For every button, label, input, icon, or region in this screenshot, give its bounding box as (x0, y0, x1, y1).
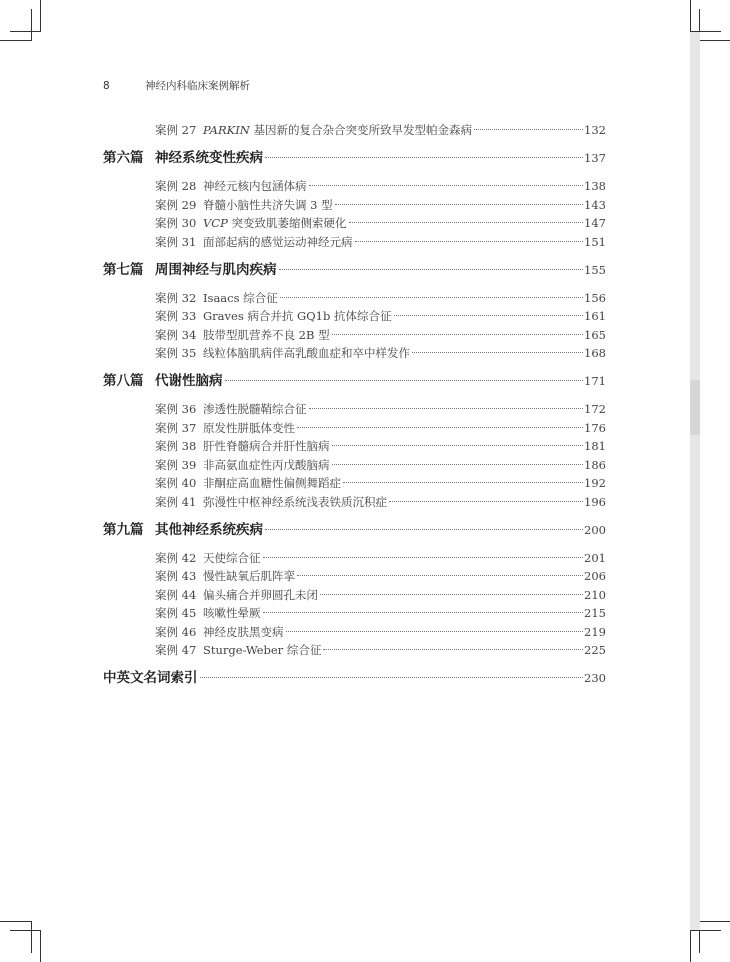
entry-page-number: 201 (584, 550, 606, 565)
dot-leader (412, 352, 583, 353)
book-title: 神经内科临床案例解析 (145, 80, 250, 92)
toc-case-entry[interactable] (103, 474, 606, 493)
entry-label: 案例 38 (155, 439, 197, 453)
entry-label: 案例 39 (155, 457, 197, 472)
entry-page-number: 161 (584, 309, 606, 323)
entry-label: 案例 34 (155, 327, 197, 342)
toc-case-entry[interactable] (103, 493, 606, 512)
entry-title-text: 咳嗽性晕厥 (203, 606, 261, 620)
entry-label: 案例 36 (155, 402, 197, 416)
entry-title (155, 521, 263, 540)
entry-title (203, 456, 330, 475)
dot-leader (297, 575, 583, 576)
entry-title-text: 原发性胼胝体变性 (203, 420, 295, 435)
entry-title (155, 261, 277, 280)
entry-title (203, 641, 321, 660)
dot-leader (280, 297, 583, 298)
dot-leader (297, 427, 583, 428)
entry-label: 案例 44 (155, 587, 197, 602)
entry-title-text: 脊髓小脑性共济失调 3 型 (203, 197, 333, 212)
toc-index-entry[interactable] (103, 669, 606, 688)
toc-case-entry[interactable] (103, 549, 606, 568)
dot-leader (332, 334, 583, 335)
entry-title-text: 代谢性脑病 (155, 373, 223, 389)
entry-title-text: 天使综合征 (203, 550, 261, 565)
entry-page-number: 176 (584, 420, 606, 435)
entry-title (203, 419, 295, 438)
entry-page-number: 137 (584, 151, 606, 165)
entry-page-number: 206 (584, 569, 606, 583)
entry-label: 案例 35 (155, 346, 197, 360)
dot-leader (265, 529, 583, 530)
toc-case-entry[interactable] (103, 586, 606, 605)
entry-label: 案例 40 (155, 476, 197, 490)
entry-title-gene: VCP (203, 216, 228, 230)
dot-leader (389, 501, 583, 502)
entry-label: 案例 33 (155, 309, 197, 323)
entry-title-text: 弥漫性中枢神经系统浅表铁质沉积症 (203, 494, 387, 509)
entry-title-text: Sturge-Weber 综合征 (203, 643, 322, 657)
entry-page-number: 168 (584, 346, 606, 360)
entry-title (203, 549, 261, 568)
entry-page-number: 155 (584, 262, 606, 277)
entry-title (203, 121, 472, 140)
toc-case-entry[interactable] (103, 121, 606, 140)
entry-page-number: 143 (584, 197, 606, 212)
entry-label: 第七篇 (103, 261, 144, 278)
toc-case-entry[interactable] (103, 604, 606, 623)
entry-title-text: 肝性脊髓病合并肝性脑病 (203, 439, 330, 453)
entry-title (203, 623, 284, 642)
entry-title (203, 307, 392, 326)
entry-title-text: 周围神经与肌肉疾病 (155, 261, 277, 278)
toc-section-entry[interactable] (103, 372, 606, 391)
toc-case-entry[interactable] (103, 177, 606, 196)
entry-title-text: Graves 病合并抗 GQ1b 抗体综合征 (203, 309, 392, 323)
crop-mark (10, 930, 41, 931)
toc-case-entry[interactable] (103, 641, 606, 660)
dot-leader (355, 241, 584, 242)
entry-title-text: 中英文名词索引 (103, 670, 198, 686)
entry-title (203, 474, 341, 493)
crop-mark (40, 931, 41, 962)
entry-label: 案例 42 (155, 550, 197, 565)
entry-label: 案例 32 (155, 290, 197, 305)
toc-case-entry[interactable] (103, 344, 606, 363)
crop-mark (699, 921, 730, 922)
entry-title-text: 偏头痛合并卵圆孔未闭 (203, 587, 318, 602)
crop-mark (690, 930, 721, 931)
dot-leader (225, 380, 584, 381)
crop-mark (0, 40, 32, 41)
running-header (103, 78, 250, 93)
dot-leader (474, 129, 583, 130)
dot-leader (320, 594, 583, 595)
entry-page-number: 132 (584, 123, 606, 137)
crop-mark (699, 40, 730, 41)
entry-label: 案例 29 (155, 197, 197, 212)
entry-title-text: 慢性缺氧后肌阵挛 (203, 569, 295, 583)
table-of-contents (103, 121, 606, 697)
entry-title-text: 渗透性脱髓鞘综合征 (203, 402, 307, 416)
crop-mark (0, 921, 32, 922)
dot-leader (265, 157, 583, 158)
entry-title-text: 突变致肌萎缩侧索硬化 (227, 216, 347, 230)
entry-title-text: 线粒体脑肌病伴高乳酸血症和卒中样发作 (203, 346, 410, 360)
entry-title-text: 其他神经系统疾病 (155, 521, 263, 538)
entry-page-number: 219 (584, 624, 606, 639)
entry-page-number: 138 (584, 179, 606, 193)
entry-title-text: 神经系统变性疾病 (155, 150, 263, 166)
entry-page-number: 181 (584, 439, 606, 453)
entry-label: 案例 31 (155, 234, 197, 249)
entry-label: 案例 41 (155, 494, 197, 509)
dot-leader (394, 315, 584, 316)
page-number: 8 (103, 80, 110, 92)
entry-page-number: 192 (584, 476, 606, 490)
entry-title-text: 非酮症高血糖性偏侧舞蹈症 (203, 476, 341, 490)
entry-title (203, 437, 330, 456)
entry-page-number: 151 (584, 234, 606, 249)
entry-title-gene: PARKIN (203, 123, 250, 137)
entry-label: 案例 45 (155, 606, 197, 620)
entry-label: 第九篇 (103, 521, 144, 538)
entry-title-text: 肢带型肌营养不良 2B 型 (203, 327, 330, 342)
dot-leader (335, 204, 583, 205)
entry-label: 第八篇 (103, 373, 144, 389)
toc-section-entry[interactable] (103, 149, 606, 168)
dot-leader (332, 445, 584, 446)
entry-title (203, 604, 261, 623)
dot-leader (323, 649, 583, 650)
dot-leader (349, 222, 584, 223)
entry-label: 案例 27 (155, 123, 197, 137)
toc-case-entry[interactable] (103, 289, 606, 308)
entry-page-number: 172 (584, 402, 606, 416)
entry-title (203, 493, 387, 512)
toc-case-entry[interactable] (103, 326, 606, 345)
dot-leader (309, 185, 584, 186)
toc-case-entry[interactable] (103, 400, 606, 419)
dot-leader (286, 631, 584, 632)
entry-page-number: 186 (584, 457, 606, 472)
entry-label: 第六篇 (103, 150, 144, 166)
entry-label: 案例 46 (155, 624, 197, 639)
entry-page-number: 165 (584, 327, 606, 342)
entry-title-text: Isaacs 综合征 (203, 290, 278, 305)
entry-page-number: 156 (584, 290, 606, 305)
entry-label: 案例 37 (155, 420, 197, 435)
crop-mark (690, 931, 691, 962)
toc-case-entry[interactable] (103, 214, 606, 233)
entry-title (203, 567, 295, 586)
entry-title-text: 非高氨血症性丙戊酸脑病 (203, 457, 330, 472)
toc-case-entry[interactable] (103, 437, 606, 456)
entry-label: 案例 43 (155, 569, 197, 583)
dot-leader (332, 464, 584, 465)
entry-title-text: 面部起病的感觉运动神经元病 (203, 234, 353, 249)
entry-title (203, 177, 307, 196)
entry-page-number: 196 (584, 494, 606, 509)
toc-case-entry[interactable] (103, 456, 606, 475)
toc-case-entry[interactable] (103, 196, 606, 215)
toc-case-entry[interactable] (103, 623, 606, 642)
dot-leader (200, 677, 584, 678)
entry-title (203, 344, 410, 363)
entry-title (103, 669, 198, 688)
entry-title-text: 神经皮肤黑变病 (203, 624, 284, 639)
entry-title (203, 400, 307, 419)
crop-mark (690, 0, 691, 31)
entry-title (203, 289, 278, 308)
page-edge-scrollbar[interactable] (690, 32, 700, 930)
entry-title (155, 149, 263, 168)
entry-label: 案例 30 (155, 216, 197, 230)
dot-leader (263, 612, 584, 613)
entry-title (203, 326, 330, 345)
entry-page-number: 171 (584, 374, 606, 388)
entry-title-text: 基因新的复合杂合突变所致早发型帕金森病 (249, 123, 472, 137)
entry-title-text: 神经元核内包涵体病 (203, 179, 307, 193)
entry-page-number: 200 (584, 522, 606, 537)
entry-label: 案例 28 (155, 179, 197, 193)
entry-page-number: 215 (584, 606, 606, 620)
crop-mark (31, 921, 32, 953)
crop-mark (40, 0, 41, 31)
entry-page-number: 225 (584, 643, 606, 657)
entry-page-number: 147 (584, 216, 606, 230)
crop-mark (31, 9, 32, 41)
toc-section-entry[interactable] (103, 521, 606, 540)
toc-case-entry[interactable] (103, 567, 606, 586)
dot-leader (309, 408, 584, 409)
entry-title (203, 586, 318, 605)
entry-label: 案例 47 (155, 643, 197, 657)
entry-title (203, 233, 353, 252)
dot-leader (279, 269, 584, 270)
toc-case-entry[interactable] (103, 233, 606, 252)
toc-case-entry[interactable] (103, 419, 606, 438)
entry-page-number: 230 (584, 671, 606, 685)
entry-title (203, 214, 347, 233)
toc-section-entry[interactable] (103, 261, 606, 280)
scrollbar-thumb[interactable] (690, 380, 700, 435)
toc-case-entry[interactable] (103, 307, 606, 326)
dot-leader (343, 482, 583, 483)
dot-leader (263, 557, 584, 558)
entry-title (203, 196, 333, 215)
crop-mark (10, 31, 41, 32)
entry-page-number: 210 (584, 587, 606, 602)
entry-title (155, 372, 223, 391)
